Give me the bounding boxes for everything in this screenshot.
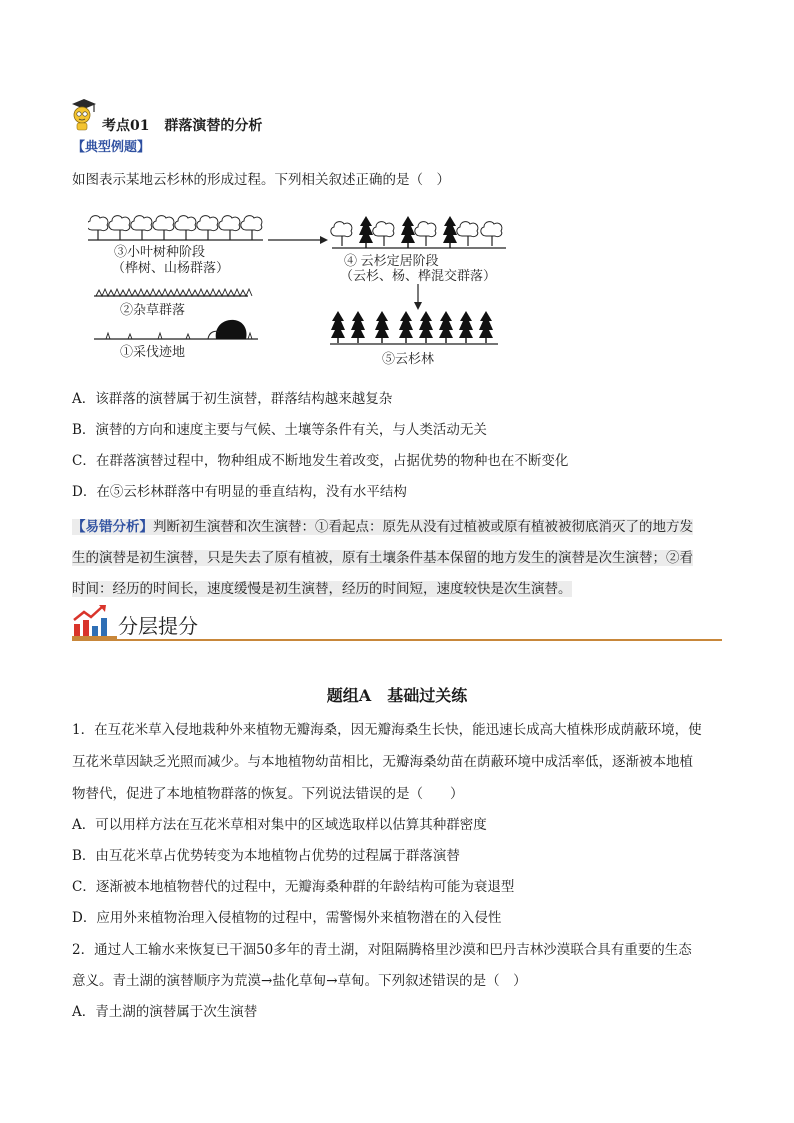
arrow-right-icon [268, 236, 328, 244]
stage2-weeds [94, 289, 252, 296]
error-analysis [72, 512, 722, 605]
q1-option-c: C．逐渐被本地植物替代的过程中，无瓣海桑种群的年龄结构可能为衰退型 [72, 879, 515, 895]
section-divider-accent [72, 636, 117, 641]
q2-line-2: 意义。青土湖的演替顺序为荒漠→盐化草甸→草甸。下列叙述错误的是（ ） [72, 973, 527, 989]
stage3-sublabel: （桦树、山杨群落） [112, 260, 230, 275]
section-title: 分层提分 [118, 614, 198, 638]
mascot-icon [68, 98, 98, 132]
analysis-line-3: 时间：经历的时间长，速度缓慢是初生演替，经历的时间短，速度较快是次生演替。 [72, 581, 572, 597]
q1-option-b: B．由互花米草占优势转变为本地植物占优势的过程属于群落演替 [72, 848, 460, 864]
chart-growth-icon [72, 604, 108, 638]
q1-option-d: D．应用外来植物治理入侵植物的过程中，需警惕外来植物潜在的入侵性 [72, 910, 502, 926]
stage1-ground [94, 320, 258, 339]
example-option-c: C．在群落演替过程中，物种组成不断地发生着改变，占据优势的物种也在不断变化 [72, 453, 569, 469]
q1-line-1: 1．在互花米草入侵地栽种外来植物无瓣海桑，因无瓣海桑生长快，能迅速长成高大植株形成荫蔽环境，使 [72, 722, 702, 738]
succession-figure [88, 208, 518, 378]
stage4-trees [331, 216, 506, 248]
topic-name: 群落演替的分析 [164, 118, 263, 134]
analysis-tag: 【易错分析】 [72, 519, 153, 535]
example-option-d: D．在⑤云杉林群落中有明显的垂直结构，没有水平结构 [72, 484, 407, 500]
stage5-label: ⑤云杉林 [382, 351, 435, 366]
topic-number: 考点01 [102, 118, 150, 134]
q2-line-1: 2．通过人工输水来恢复已干涸50多年的青土湖，对阻隔腾格里沙漠和巴丹吉林沙漠联合具有重要的生态 [72, 942, 692, 958]
example-stem: 如图表示某地云杉林的形成过程。下列相关叙述正确的是（ ） [72, 172, 450, 188]
stage4-sublabel: （云杉、杨、桦混交群落） [340, 268, 497, 283]
q1-line-2: 互花米草因缺乏光照而减少。与本地植物幼苗相比，无瓣海桑幼苗在荫蔽环境中成活率低，逐渐被本地植 [72, 754, 693, 770]
example-tag: 【典型例题】 [72, 140, 151, 155]
analysis-line-1: 判断初生演替和次生演替：①看起点：原先从没有过植被或原有植被被彻底消灭了的地方发 [153, 519, 693, 535]
analysis-line-1-wrap [72, 519, 693, 535]
example-option-a: A．该群落的演替属于初生演替，群落结构越来越复杂 [72, 391, 393, 407]
stage5-trees [330, 311, 498, 344]
stage2-label: ②杂草群落 [120, 302, 186, 317]
q2-option-a: A．青土湖的演替属于次生演替 [72, 1004, 258, 1020]
group-title: 题组A 基础过关练 [326, 686, 468, 705]
stage1-label: ①采伐迹地 [120, 344, 186, 359]
section-divider [72, 639, 722, 641]
stage3-trees [88, 216, 263, 240]
stage3-label: ③小叶树种阶段 [114, 244, 206, 259]
q1-line-3: 物替代，促进了本地植物群落的恢复。下列说法错误的是（ ） [72, 786, 464, 802]
stage4-label: ④ 云杉定居阶段 [344, 253, 439, 268]
example-option-b: B．演替的方向和速度主要与气候、土壤等条件有关，与人类活动无关 [72, 422, 487, 438]
topic-title [102, 115, 262, 135]
analysis-line-2: 生的演替是初生演替，只是失去了原有植被，原有土壤条件基本保留的地方发生的演替是次生演替；②看 [72, 550, 693, 566]
arrow-down-icon [414, 284, 422, 310]
q1-option-a: A．可以用样方法在互花米草相对集中的区域选取样以估算其种群密度 [72, 817, 487, 833]
